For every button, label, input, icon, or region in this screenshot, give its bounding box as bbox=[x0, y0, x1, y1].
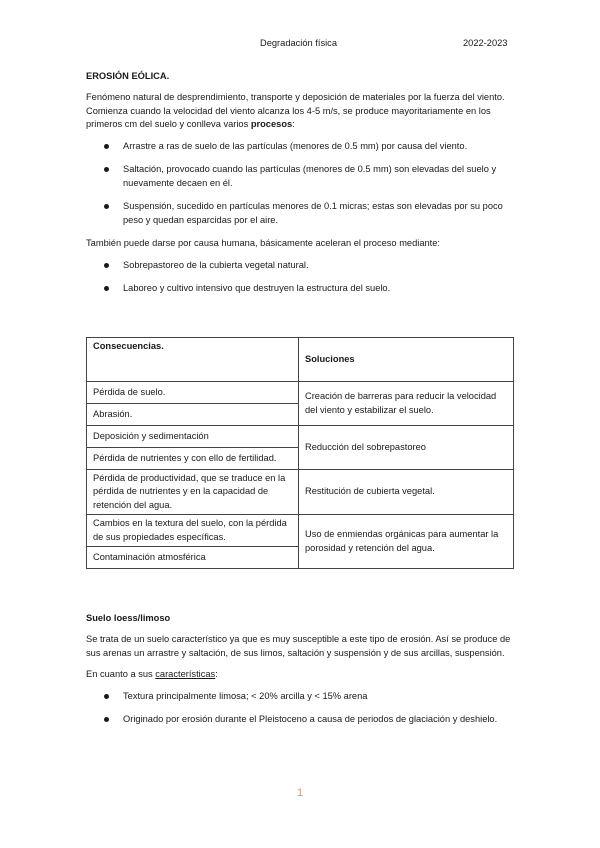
loess-description: Se trata de un suelo característico ya que es muy susceptible a este tipo de erosión. Así se produce de sus arenas un arrastre y saltación, de sus limos, saltación y suspensión y de sus arcillas, suspensión. bbox=[86, 634, 511, 658]
table-cell: Pérdida de suelo. bbox=[87, 382, 299, 404]
intro-paragraph bbox=[86, 91, 516, 131]
section-suelo-loess bbox=[86, 612, 516, 737]
features-prefix: En cuanto a sus bbox=[86, 669, 156, 680]
intro-text: Fenómeno natural de desprendimiento, transporte y deposición de materiales por la fuerza del viento. Comienza cuando la velocidad del viento alcanza los 4-5 m/s, se produce mayoritariamente en los primeros cm del suelo y conlleva varios bbox=[86, 92, 505, 130]
list-item: Laboreo y cultivo intensivo que destruyen la estructura del suelo. bbox=[86, 282, 516, 295]
table-cell: Reducción del sobrepastoreo bbox=[299, 426, 514, 470]
human-cause-list bbox=[86, 259, 516, 296]
features-suffix: : bbox=[215, 669, 218, 680]
table-cell: Pérdida de productividad, que se traduce en la pérdida de nutrientes y en la capacidad de retención del agua. bbox=[87, 470, 299, 515]
list-item: Arrastre a ras de suelo de las partículas (menores de 0.5 mm) por causa del viento. bbox=[86, 140, 516, 153]
list-item: Sobrepastoreo de la cubierta vegetal natural. bbox=[86, 259, 516, 272]
table-row bbox=[87, 515, 514, 547]
header-year: 2022-2023 bbox=[463, 38, 508, 48]
header-consequences: Consecuencias. bbox=[87, 338, 299, 382]
page-number: 1 bbox=[296, 787, 304, 799]
table-cell: Cambios en la textura del suelo, con la pérdida de sus propiedades específicas. bbox=[87, 515, 299, 547]
section-heading: Suelo loess/limoso bbox=[86, 613, 171, 623]
consequences-solutions-table bbox=[86, 337, 514, 569]
table-row bbox=[87, 470, 514, 515]
table-row bbox=[87, 338, 514, 382]
intro-bold-text: procesos bbox=[250, 119, 293, 130]
list-item: Originado por erosión durante el Pleistoceno a causa de periodos de glaciación y deshielo. bbox=[86, 713, 516, 726]
table-cell: Restitución de cubierta vegetal. bbox=[299, 470, 514, 515]
list-item: Suspensión, sucedido en partículas menores de 0.1 micras; estas son elevadas por su poco peso y quedan esparcidas por el aire. bbox=[86, 200, 516, 227]
table-cell: Abrasión. bbox=[87, 404, 299, 426]
features-list bbox=[86, 690, 516, 727]
table-cell: Pérdida de nutrientes y con ello de fertilidad. bbox=[87, 448, 299, 470]
process-list bbox=[86, 140, 516, 227]
section-erosion-eolica bbox=[86, 70, 516, 306]
table-row bbox=[87, 382, 514, 404]
table-row bbox=[87, 426, 514, 448]
features-word: características bbox=[155, 669, 216, 680]
intro-suffix: : bbox=[292, 119, 295, 130]
page-header bbox=[0, 37, 600, 51]
features-intro bbox=[86, 668, 516, 681]
table-cell: Creación de barreras para reducir la velocidad del viento y estabilizar el suelo. bbox=[299, 382, 514, 426]
section-heading: EROSIÓN EÓLICA. bbox=[86, 71, 170, 81]
table-cell: Contaminación atmosférica bbox=[87, 547, 299, 569]
table-cell: Uso de enmiendas orgánicas para aumentar la porosidad y retención del agua. bbox=[299, 515, 514, 569]
header-solutions: Soluciones bbox=[299, 338, 514, 382]
table-cell: Deposición y sedimentación bbox=[87, 426, 299, 448]
list-item: Textura principalmente limosa; < 20% arcilla y < 15% arena bbox=[86, 690, 516, 703]
human-cause-paragraph: También puede darse por causa humana, básicamente aceleran el proceso mediante: bbox=[86, 238, 441, 249]
list-item: Saltación, provocado cuando las partículas (menores de 0.5 mm) son elevadas del suelo y nuevamente decaen en él. bbox=[86, 163, 516, 190]
header-title: Degradación física bbox=[260, 38, 337, 48]
